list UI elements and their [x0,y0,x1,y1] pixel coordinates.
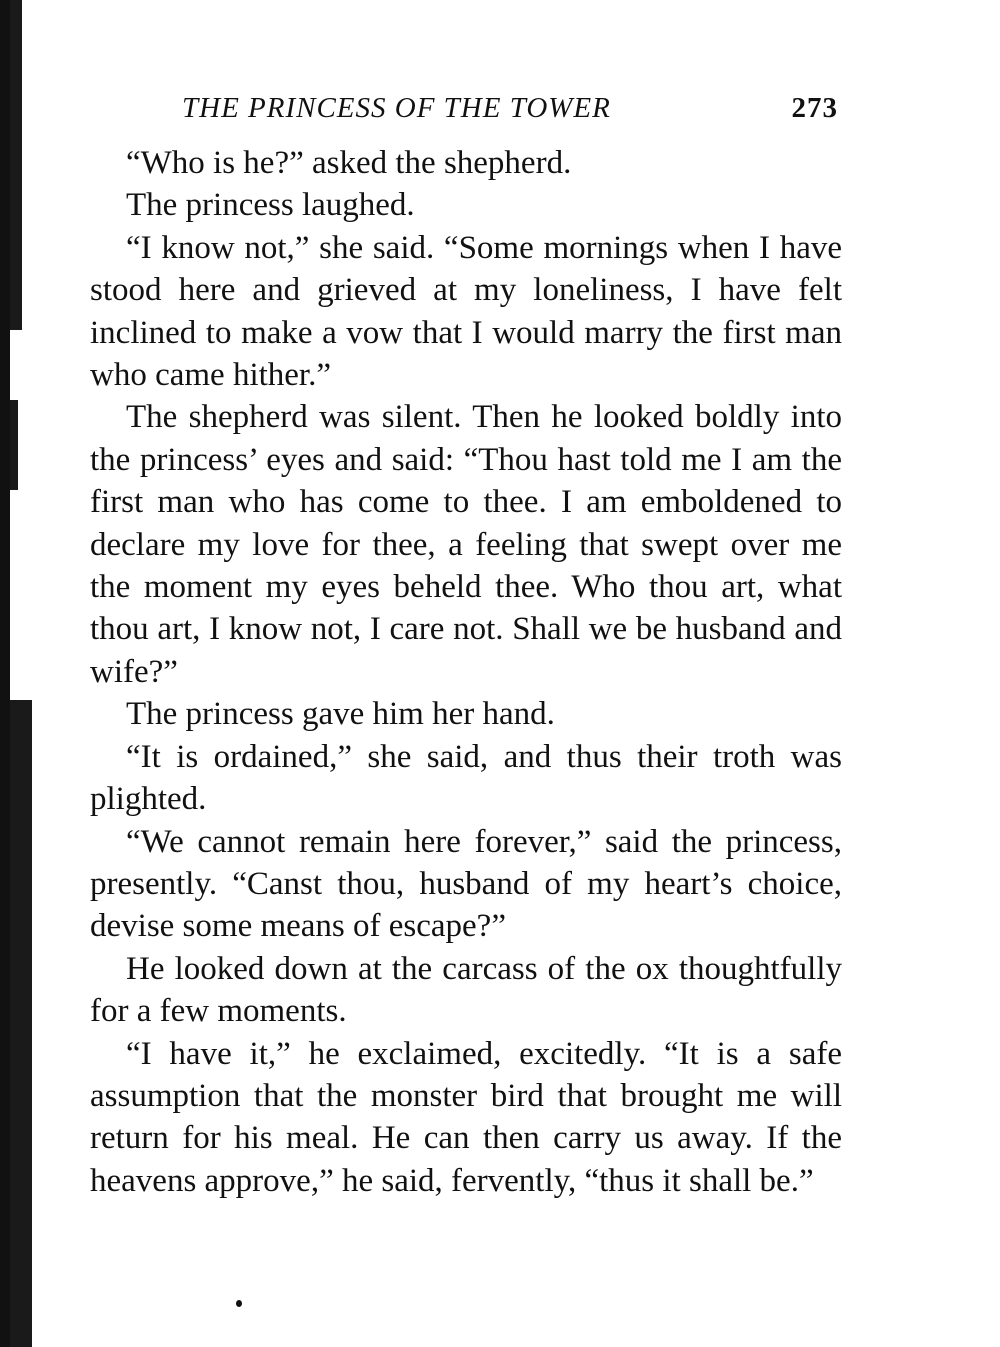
paragraph: He looked down at the carcass of the ox thoughtfully for a few moments. [90,950,842,1030]
paragraph: “We cannot remain here forever,” said the princess, presently. “Canst thou, husband of my heart’s choice, devise some means of escape?” [90,823,842,945]
page-gutter-shadow [0,0,10,1347]
page-number: 273 [791,92,838,124]
paragraph: “I have it,” he exclaimed, excitedly. “It is a safe assumption that the monster bird that brought me will return for his meal. He can then carry us away. If the heavens approve,” he said, fervently, “thus it shall be.” [90,1035,842,1199]
paragraph: “It is ordained,” she said, and thus their troth was plighted. [90,738,842,818]
paragraph: “Who is he?” asked the shepherd. [126,145,572,181]
running-head [90,86,842,134]
paragraph: The princess laughed. [126,187,415,224]
book-page [90,86,842,1202]
paragraph: “I know not,” she said. “Some mornings when I have stood here and grieved at my loneliness, I have felt inclined to make a vow that I would marry the first man who came hither.” [90,229,842,394]
scan-margin-mark [10,0,22,330]
paragraph: The princess gave him her hand. [126,696,555,733]
paragraph: The shepherd was silent. Then he looked boldly into the princess’ eyes and said: “Thou hast told me I am the first man who has come to thee. I am emboldened to declare my love for thee, a feeling that swept over me the moment my eyes beheld thee. Who thou art, what thou art, I know not, I care not. Shall we be husband and wife?” [90,399,842,690]
running-title: THE PRINCESS OF THE TOWER [182,92,611,124]
scan-margin-mark [10,400,18,490]
body-text [90,142,842,1202]
ink-speck [236,1300,242,1307]
scan-margin-mark [10,700,32,1347]
